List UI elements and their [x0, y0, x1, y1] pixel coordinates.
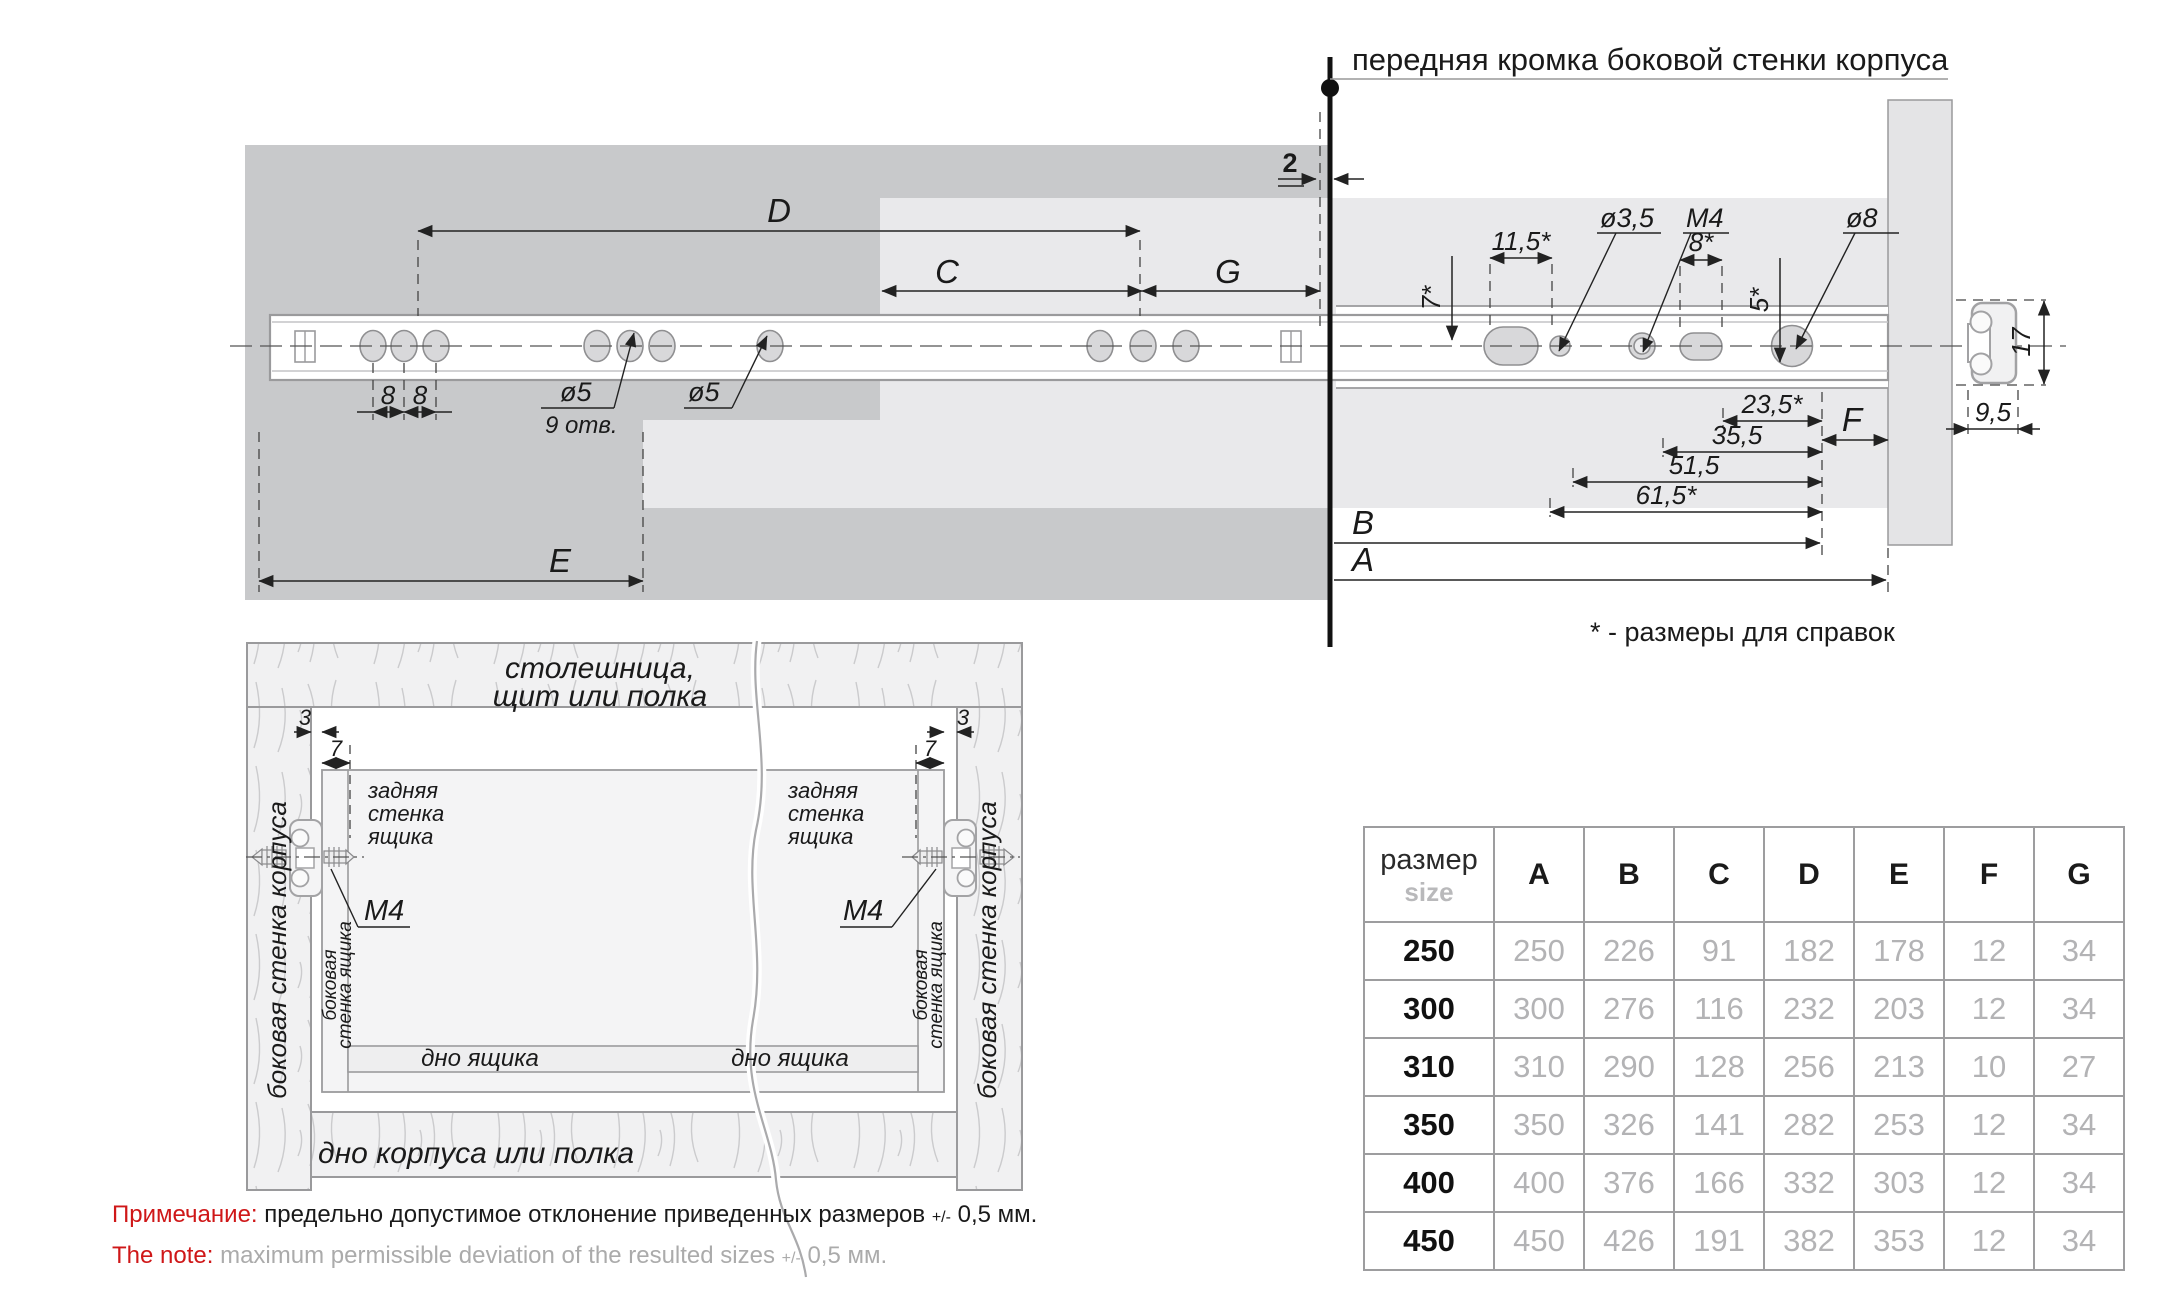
- back-wall-label-left-3: ящика: [368, 824, 434, 849]
- dim-label-B: B: [1352, 504, 1375, 541]
- dim-label-E: E: [548, 542, 572, 579]
- dim-3-right: 3: [956, 705, 970, 730]
- dim-61-5: 61,5*: [1635, 480, 1697, 510]
- m4-label-left: M4: [364, 895, 405, 927]
- header-col-C: C: [1674, 827, 1764, 922]
- table-header-row: [1364, 827, 2124, 922]
- cell: 27: [2034, 1038, 2124, 1096]
- cell: 426: [1584, 1212, 1674, 1270]
- m4-label-right: M4: [843, 895, 884, 927]
- cell: 34: [2034, 1212, 2124, 1270]
- cell: 10: [1944, 1038, 2034, 1096]
- drawer-bottom-label-right: дно ящика: [731, 1045, 849, 1072]
- row-size: 350: [1364, 1096, 1494, 1154]
- back-wall-label-right-2: стенка: [788, 801, 865, 826]
- cell: 353: [1854, 1212, 1944, 1270]
- drawer-side-label-left-1: боковая: [320, 949, 341, 1021]
- dim-23-5: 23,5*: [1741, 389, 1803, 419]
- cell: 300: [1494, 980, 1584, 1038]
- cell: 253: [1854, 1096, 1944, 1154]
- table-row: [1364, 1212, 2124, 1270]
- cell: 303: [1854, 1154, 1944, 1212]
- cell: 226: [1584, 922, 1674, 980]
- table-row: [1364, 980, 2124, 1038]
- dim-9-5: 9,5: [1974, 397, 2012, 427]
- cell: 191: [1674, 1212, 1764, 1270]
- row-size: 250: [1364, 922, 1494, 980]
- dia5-callout-2: ø5: [688, 377, 720, 407]
- note-text-ru: предельно допустимое отклонение приведенных размеров: [264, 1201, 926, 1228]
- cell: 91: [1674, 922, 1764, 980]
- cell: 332: [1764, 1154, 1854, 1212]
- cell: 450: [1494, 1212, 1584, 1270]
- install-dimension-lines: [294, 732, 974, 763]
- table-row: [1364, 1096, 2124, 1154]
- cell: 12: [1944, 922, 2034, 980]
- cell: 282: [1764, 1096, 1854, 1154]
- header-size: [1364, 827, 1494, 922]
- cell: 400: [1494, 1154, 1584, 1212]
- slide-profile-left: [290, 820, 322, 896]
- cell: 12: [1944, 980, 2034, 1038]
- note-label-en: The note:: [112, 1242, 214, 1269]
- cell: 276: [1584, 980, 1674, 1038]
- note-label-ru: Примечание:: [112, 1201, 258, 1228]
- m4-callout: M4: [1686, 203, 1724, 233]
- reference-footnote: * - размеры для справок: [1590, 617, 1895, 647]
- dim-label-F: F: [1841, 401, 1863, 438]
- dim-7-left: 7: [329, 736, 343, 761]
- cell: 203: [1854, 980, 1944, 1038]
- dim-11-5: 11,5*: [1491, 226, 1551, 256]
- dim-7star: 7*: [1416, 285, 1446, 311]
- cell: 12: [1944, 1154, 2034, 1212]
- cell: 382: [1764, 1212, 1854, 1270]
- note-line-en: [112, 1237, 1037, 1278]
- cell: 12: [1944, 1096, 2034, 1154]
- dim-7-right: 7: [923, 736, 937, 761]
- cell: 34: [2034, 922, 2124, 980]
- cabinet-front-wall: [1888, 100, 1952, 545]
- cell: 376: [1584, 1154, 1674, 1212]
- drawer-side-label-left-2: стенка ящика: [335, 921, 356, 1049]
- note-value-ru: 0,5 мм.: [957, 1201, 1038, 1228]
- ball-bottom: [1971, 354, 1992, 375]
- slide-side-view: [230, 42, 2066, 647]
- dia3-5-callout: ø3,5: [1600, 203, 1655, 233]
- dia8-callout: ø8: [1846, 203, 1878, 233]
- header-col-E: E: [1854, 827, 1944, 922]
- header-col-D: D: [1764, 827, 1854, 922]
- dim-label-C: C: [935, 253, 959, 290]
- cell: 326: [1584, 1096, 1674, 1154]
- cell: 182: [1764, 922, 1854, 980]
- size-table: [1363, 826, 2125, 1271]
- front-edge-label: передняя кромка боковой стенки корпуса: [1352, 42, 1949, 77]
- dim-label-G: G: [1215, 253, 1241, 290]
- cabinet-side-label-left: боковая стенка корпуса: [262, 801, 292, 1099]
- cell: 256: [1764, 1038, 1854, 1096]
- cell: 232: [1764, 980, 1854, 1038]
- cell: 250: [1494, 922, 1584, 980]
- cell: 310: [1494, 1038, 1584, 1096]
- ball-top: [1971, 312, 1992, 333]
- dim-3-left: 3: [298, 705, 312, 730]
- cell: 290: [1584, 1038, 1674, 1096]
- front-edge-dot: [1321, 79, 1339, 97]
- dim-label-D: D: [767, 192, 791, 229]
- row-size: 300: [1364, 980, 1494, 1038]
- row-size: 400: [1364, 1154, 1494, 1212]
- cabinet-bottom-label: дно корпуса или полка: [318, 1137, 635, 1170]
- header-col-A: A: [1494, 827, 1584, 922]
- row-size: 450: [1364, 1212, 1494, 1270]
- drawer-side-label-right-1: боковая: [911, 949, 932, 1021]
- note-line-ru: [112, 1196, 1037, 1237]
- note-tolerance-ru: +/-: [931, 1209, 951, 1226]
- table-row: [1364, 1154, 2124, 1212]
- dia5-callout: ø5: [560, 377, 592, 407]
- dim-51-5: 51,5: [1668, 450, 1720, 480]
- back-wall-label-left-2: стенка: [368, 801, 445, 826]
- note-block: [112, 1196, 1037, 1278]
- header-col-B: B: [1584, 827, 1674, 922]
- cell: 116: [1674, 980, 1764, 1038]
- cell: 128: [1674, 1038, 1764, 1096]
- header-size-ru: размер: [1380, 843, 1478, 876]
- cell: 34: [2034, 1154, 2124, 1212]
- back-wall-label-left-1: задняя: [368, 778, 438, 803]
- drawer-side-label-right-2: стенка ящика: [926, 921, 947, 1049]
- cell: 34: [2034, 1096, 2124, 1154]
- dim-8-left: 8: [380, 380, 396, 410]
- cell: 34: [2034, 980, 2124, 1038]
- cell: 12: [1944, 1212, 2034, 1270]
- dim-35-5: 35,5: [1711, 420, 1763, 450]
- back-wall-label-right-3: ящика: [788, 824, 854, 849]
- cell: 350: [1494, 1096, 1584, 1154]
- worktop-label-line2: щит или полка: [492, 680, 708, 713]
- worktop-label-line1: столешница,: [505, 652, 695, 685]
- cell: 166: [1674, 1154, 1764, 1212]
- drawer-bottom-label-left: дно ящика: [421, 1045, 539, 1072]
- row-size: 310: [1364, 1038, 1494, 1096]
- installation-diagram: [246, 641, 1022, 1277]
- dim-5star: 5*: [1744, 287, 1774, 313]
- table-row: [1364, 922, 2124, 980]
- back-wall-label-right-1: задняя: [788, 778, 858, 803]
- header-col-G: G: [2034, 827, 2124, 922]
- note-value-en: 0,5 мм.: [807, 1242, 888, 1269]
- header-size-en: size: [1404, 876, 1454, 907]
- cell: 141: [1674, 1096, 1764, 1154]
- cell: 213: [1854, 1038, 1944, 1096]
- dim-8-right: 8: [412, 380, 428, 410]
- header-col-F: F: [1944, 827, 2034, 922]
- dim-17: 17: [2006, 327, 2036, 357]
- cell: 178: [1854, 922, 1944, 980]
- table-row: [1364, 1038, 2124, 1096]
- dim-2: 2: [1282, 148, 1298, 178]
- holes-count: 9 отв.: [545, 412, 618, 439]
- dim-label-A: A: [1352, 541, 1375, 578]
- note-text-en: maximum permissible deviation of the resulted sizes: [220, 1242, 775, 1269]
- cabinet-side-label-right: боковая стенка корпуса: [972, 801, 1002, 1099]
- note-tolerance-en: +/-: [781, 1250, 801, 1267]
- dim-8star: 8*: [1688, 227, 1714, 257]
